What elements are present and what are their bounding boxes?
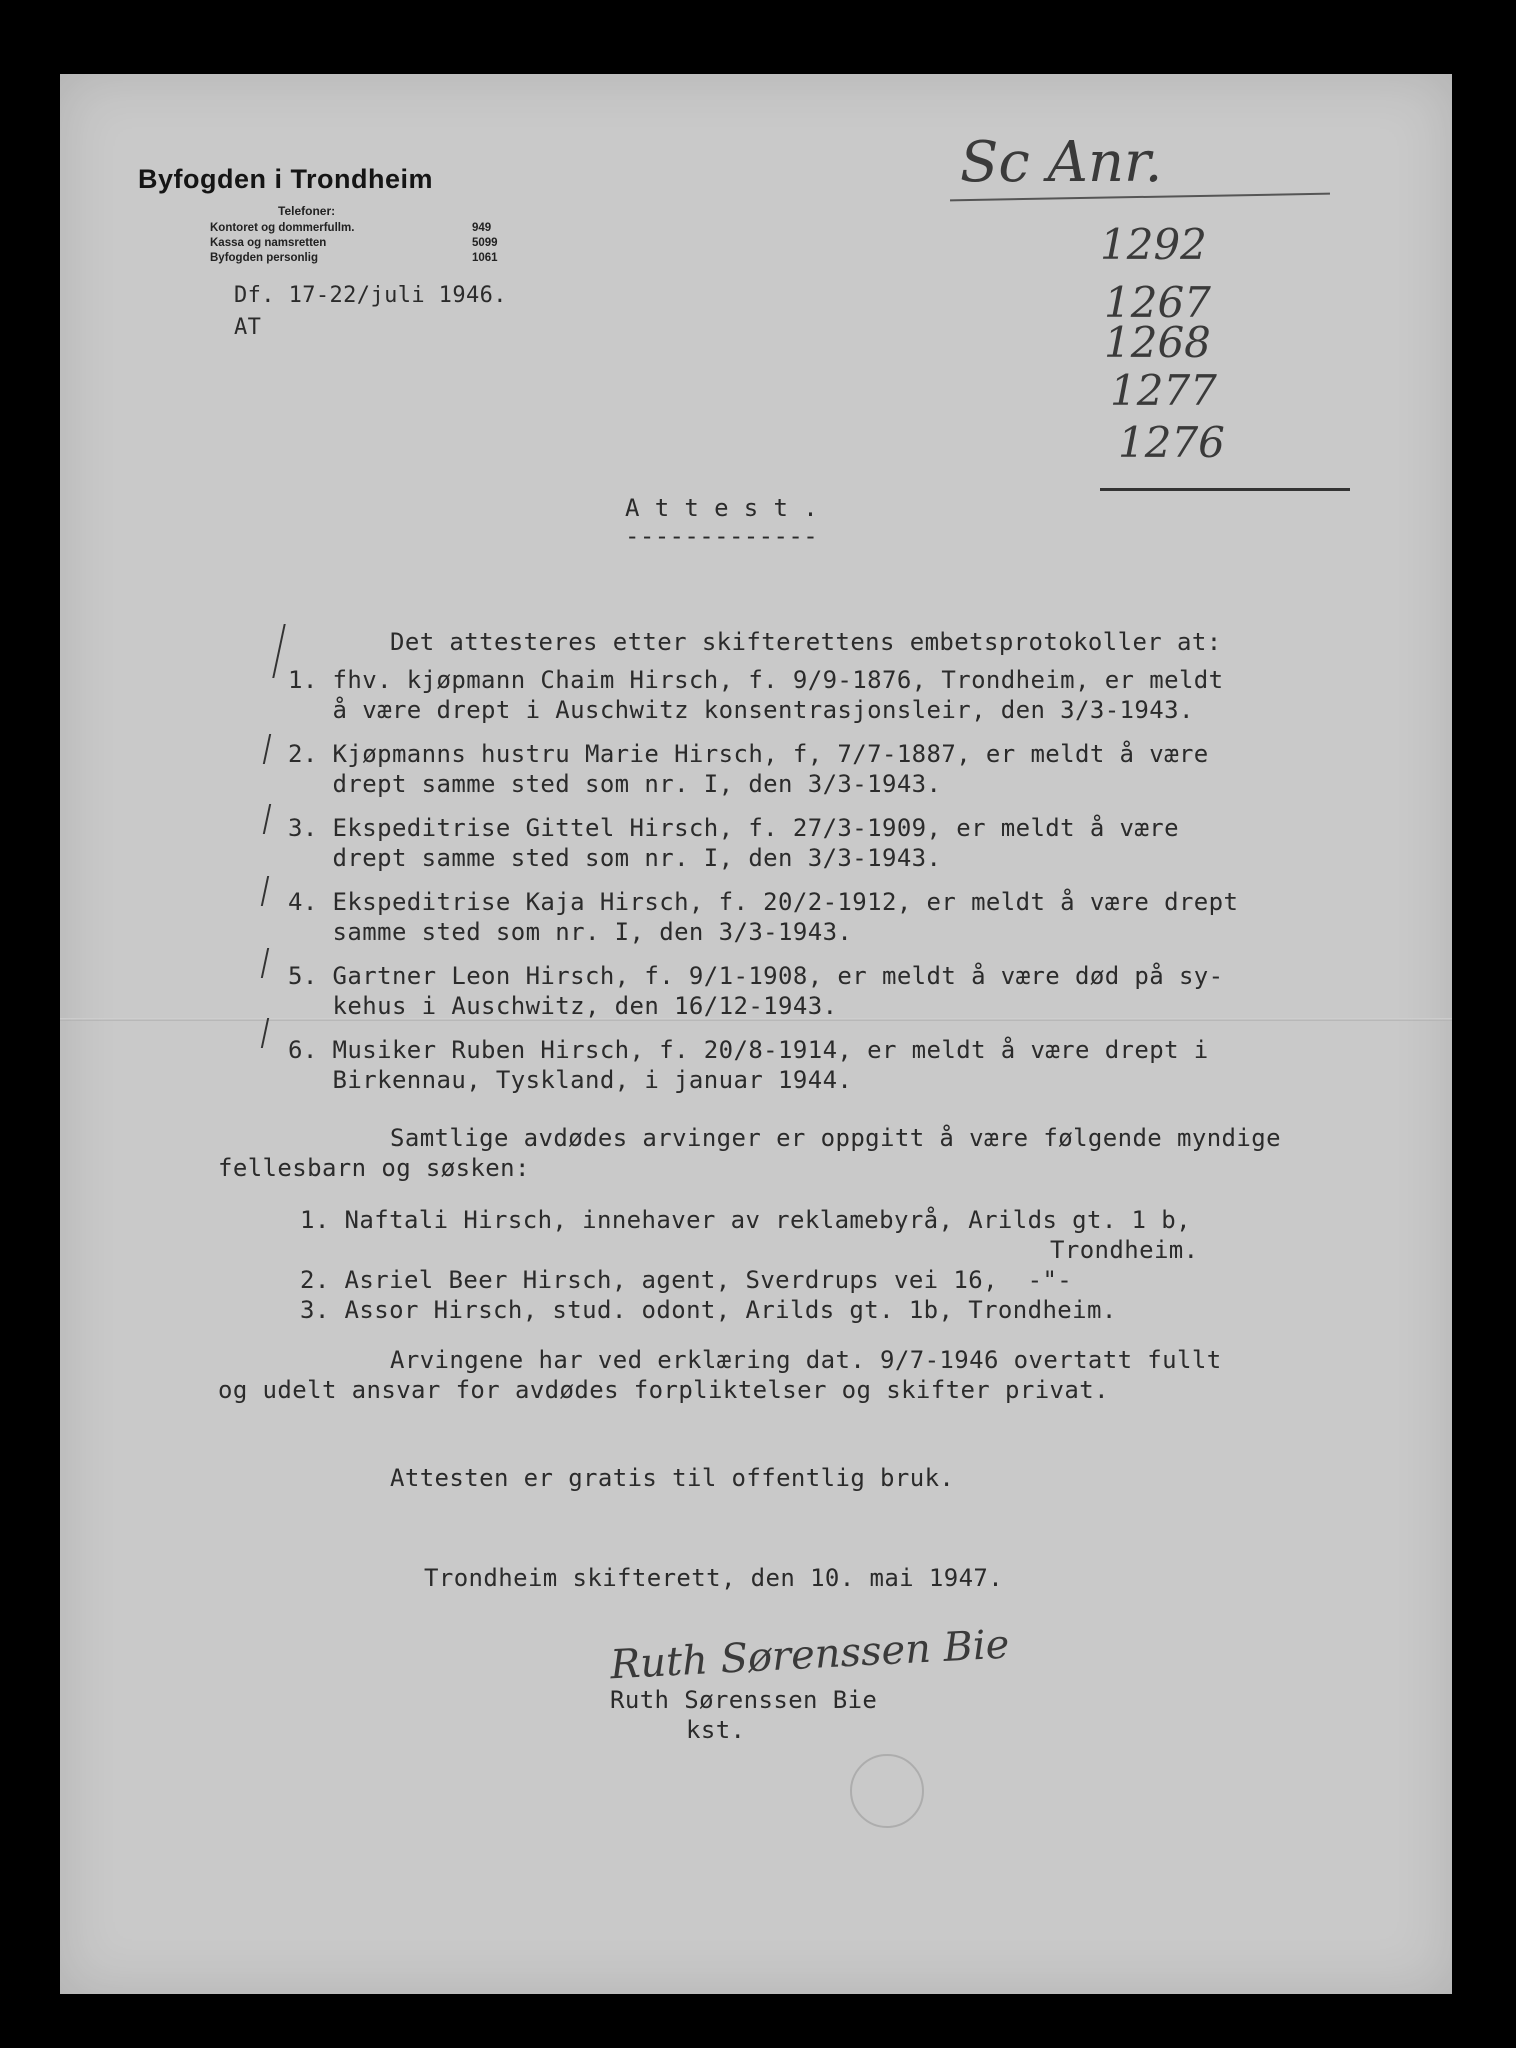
entry-line: å være drept i Auschwitz konsentrasjonsleir, den 3/3-1943. bbox=[288, 696, 1194, 724]
document-page bbox=[60, 74, 1452, 1994]
place-date: Trondheim skifterett, den 10. mai 1947. bbox=[424, 1564, 1004, 1592]
gratis-text: Attesten er gratis til offentlig bruk. bbox=[390, 1464, 955, 1492]
check-mark bbox=[261, 1018, 283, 1048]
entry-line: Birkennau, Tyskland, i januar 1944. bbox=[288, 1066, 853, 1094]
phones-label: Telefoner: bbox=[278, 204, 336, 218]
entry-line: 6. Musiker Ruben Hirsch, f. 20/8-1914, er meldt å være drept i bbox=[288, 1036, 1209, 1064]
entry-line: 3. Ekspeditrise Gittel Hirsch, f. 27/3-1909, er meldt å være bbox=[288, 814, 1179, 842]
handwritten-signature: Ruth Sørenssen Bie bbox=[609, 1621, 1011, 1689]
phone-number: 1061 bbox=[472, 252, 498, 264]
entry-line: samme sted som nr. I, den 3/3-1943. bbox=[288, 918, 853, 946]
entry-line: 1. fhv. kjøpmann Chaim Hirsch, f. 9/9-1876, Trondheim, er meldt bbox=[288, 666, 1224, 694]
declaration-text: Arvingene har ved erklæring dat. 9/7-1946 overtatt fullt bbox=[390, 1346, 1222, 1374]
check-mark bbox=[261, 948, 283, 978]
handwritten-number: 1268 bbox=[1104, 318, 1211, 367]
entry-line: kehus i Auschwitz, den 16/12-1943. bbox=[288, 992, 838, 1020]
heir-line: Trondheim. bbox=[1050, 1236, 1199, 1264]
handwritten-rule bbox=[1100, 488, 1350, 491]
entry-line: 5. Gartner Leon Hirsch, f. 9/1-1908, er meldt å være død på sy- bbox=[288, 962, 1224, 990]
check-mark bbox=[263, 804, 285, 834]
faint-stamp bbox=[850, 1754, 924, 1828]
phone-row bbox=[210, 252, 498, 264]
intro-text: Det attesteres etter skifterettens embetsprotokoller at: bbox=[390, 628, 1222, 656]
check-mark bbox=[263, 734, 285, 764]
signatory-name: Ruth Sørenssen Bie bbox=[610, 1686, 878, 1714]
phone-label: Byfogden personlig bbox=[210, 252, 318, 264]
heirs-intro: fellesbarn og søsken: bbox=[218, 1154, 530, 1182]
entry-line: 4. Ekspeditrise Kaja Hirsch, f. 20/2-1912, er meldt å være drept bbox=[288, 888, 1239, 916]
heir-line: 1. Naftali Hirsch, innehaver av reklamebyrå, Arilds gt. 1 b, bbox=[300, 1206, 1191, 1234]
document-heading: A t t e s t . bbox=[625, 494, 819, 522]
phone-label: Kassa og namsretten bbox=[210, 237, 327, 249]
handwritten-number: 1276 bbox=[1118, 418, 1225, 467]
reference-initials: AT bbox=[234, 315, 262, 340]
letterhead-title: Byfogden i Trondheim bbox=[138, 164, 434, 194]
entry-line: drept samme sted som nr. I, den 3/3-1943. bbox=[288, 844, 942, 872]
entry-line: 2. Kjøpmanns hustru Marie Hirsch, f, 7/7-1887, er meldt å være bbox=[288, 740, 1209, 768]
handwritten-number: 1277 bbox=[1110, 366, 1217, 415]
reference-line: Df. 17-22/juli 1946. bbox=[234, 283, 507, 308]
heir-line: 3. Assor Hirsch, stud. odont, Arilds gt. 1b, Trondheim. bbox=[300, 1296, 1117, 1324]
phone-number: 949 bbox=[472, 222, 492, 234]
phone-row bbox=[210, 237, 498, 249]
handwritten-number: 1292 bbox=[1100, 220, 1207, 269]
phone-number: 5099 bbox=[472, 237, 498, 249]
declaration-text: og udelt ansvar for avdødes forpliktelser og skifter privat. bbox=[218, 1376, 1109, 1404]
heirs-intro: Samtlige avdødes arvinger er oppgitt å være følgende myndige bbox=[390, 1124, 1281, 1152]
phone-label: Kontoret og dommerfullm. bbox=[210, 222, 355, 234]
heir-line: 2. Asriel Beer Hirsch, agent, Sverdrups vei 16, -"- bbox=[300, 1266, 1073, 1294]
phone-row bbox=[210, 222, 492, 234]
heading-underline: ------------- bbox=[625, 522, 819, 550]
check-mark bbox=[261, 876, 283, 906]
entry-line: drept samme sted som nr. I, den 3/3-1943. bbox=[288, 770, 942, 798]
signatory-title: kst. bbox=[686, 1716, 746, 1744]
handwritten-number: 1267 bbox=[1104, 278, 1211, 327]
handwritten-archive-note: Sc Anr. bbox=[960, 130, 1163, 195]
